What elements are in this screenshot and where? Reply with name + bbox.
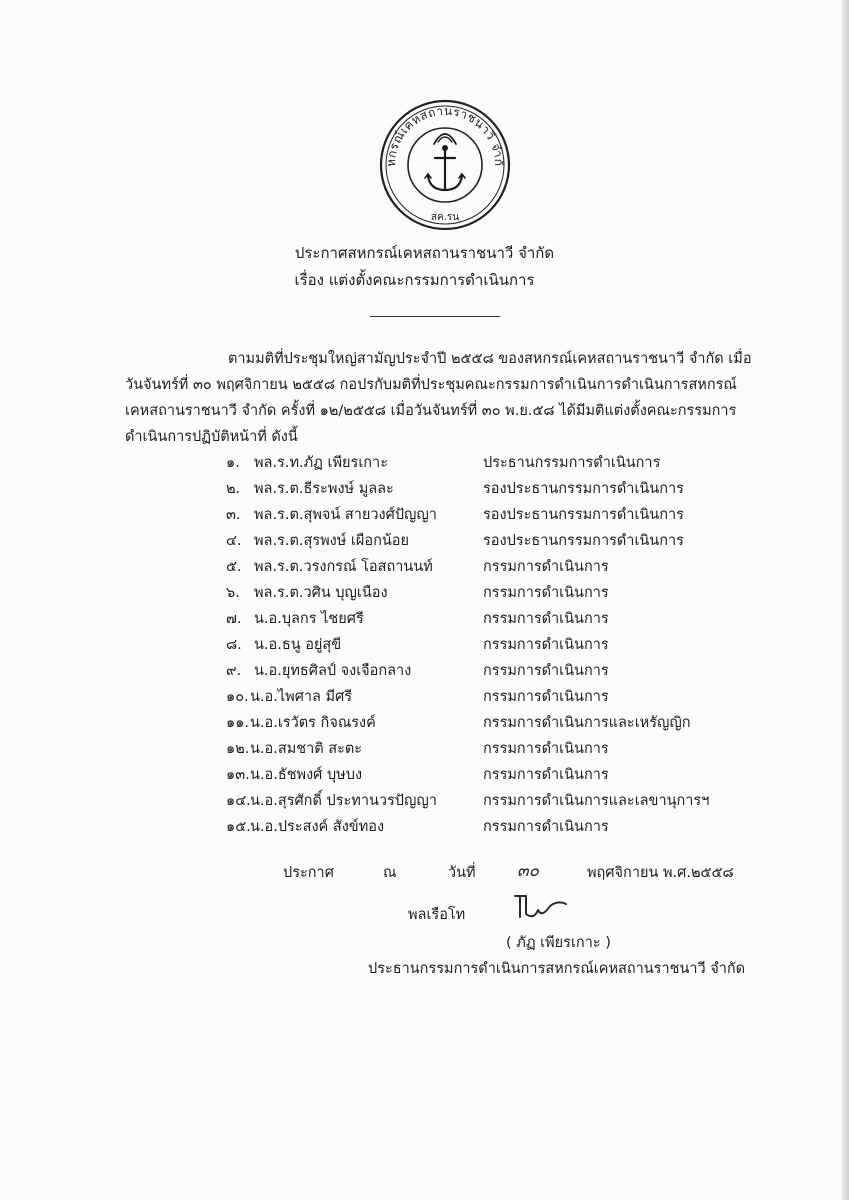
announcement-subject: เรื่อง แต่งตั้งคณะกรรมการดำเนินการ — [294, 271, 535, 289]
announcement-at: ณ — [383, 865, 397, 881]
cooperative-seal — [378, 98, 512, 232]
member-position: กรรมการดำเนินการ — [483, 585, 609, 601]
body-line-2: วันจันทร์ที่ ๓๐ พฤศจิกายน ๒๕๕๘ กอปรกับมติที่ประชุมคณะกรรมการดำเนินการดำเนินการสหกรณ์ — [125, 377, 737, 393]
page-edge — [842, 0, 849, 1200]
announcement-day: ๓๐ — [517, 861, 539, 881]
announcement-month-year: พฤศจิกายน พ.ศ.๒๕๕๘ — [587, 865, 734, 881]
member-position: กรรมการดำเนินการ — [483, 767, 609, 783]
seal-outer-text: หกรณ์เคหสถานราชนาวี จำกั — [383, 103, 507, 168]
signer-name: ( ภัฏ เพียรเกาะ ) — [506, 935, 611, 951]
member-position: กรรมการดำเนินการ — [483, 819, 609, 835]
member-position: รองประธานกรรมการดำเนินการ — [483, 533, 684, 549]
member-number: ๓. — [226, 507, 241, 523]
member-number: ๑๑. — [226, 715, 250, 731]
member-name: น.อ.เรวัตร กิจณรงค์ — [250, 715, 376, 731]
signer-position: ประธานกรรมการดำเนินการสหกรณ์เคหสถานราชนาวี จำกัด — [368, 961, 746, 977]
member-name: น.อ.บุลกร ไชยศรี — [254, 611, 364, 627]
member-number: ๑๔. — [226, 793, 251, 809]
announcement-label: ประกาศ — [283, 865, 334, 881]
member-name: พล.ร.ท.ภัฏ เพียรเกาะ — [254, 455, 388, 471]
member-name: พล.ร.ต.สุพจน์ สายวงศ์ปัญญา — [254, 507, 437, 523]
member-number: ๘. — [226, 637, 242, 653]
member-name: น.อ.ประสงค์ สังข์ทอง — [250, 819, 385, 835]
member-name: พล.ร.ต.วศิน บุญเนือง — [254, 585, 388, 601]
member-position: กรรมการดำเนินการ — [483, 741, 609, 757]
member-name: น.อ.ธนู อยู่สุขี — [254, 637, 342, 653]
member-name: น.อ.ยุทธศิลป์ จงเจือกลาง — [254, 663, 412, 679]
title-divider — [370, 316, 500, 317]
member-number: ๒. — [226, 481, 241, 497]
body-line-1: ตามมติที่ประชุมใหญ่สามัญประจำปี ๒๕๕๘ ของสหกรณ์เคหสถานราชนาวี จำกัด เมื่อ — [228, 351, 752, 367]
member-number: ๑๐. — [226, 689, 249, 705]
svg-text:สหกรณ์เคหสถานราชนาวี จำกัด — [378, 98, 506, 167]
member-number: ๙. — [226, 663, 242, 679]
member-number: ๑๒. — [226, 741, 250, 757]
seal-bottom-text: สค.รน — [430, 212, 460, 223]
member-number: ๗. — [226, 611, 242, 627]
body-line-4: ดำเนินการปฏิบัติหน้าที่ ดังนี้ — [125, 429, 298, 445]
announcement-day-label: วันที่ — [448, 865, 476, 881]
member-number: ๑. — [226, 455, 240, 471]
member-position: กรรมการดำเนินการ — [483, 689, 609, 705]
anchor-emblem-icon — [425, 134, 465, 190]
member-position: กรรมการดำเนินการและเหรัญญิก — [483, 715, 691, 731]
member-position: ประธานกรรมการดำเนินการ — [483, 455, 661, 471]
member-position: กรรมการดำเนินการ — [483, 663, 609, 679]
member-position: กรรมการดำเนินการ — [483, 637, 609, 653]
member-name: พล.ร.ต.สุรพงษ์ เผือกน้อย — [254, 533, 409, 549]
announcement-title: ประกาศสหกรณ์เคหสถานราชนาวี จำกัด — [294, 244, 555, 262]
member-name: น.อ.ธัชพงศ์ บุษบง — [250, 767, 363, 783]
member-name: น.อ.ไพศาล มีศรี — [250, 689, 353, 705]
member-name: น.อ.สมชาติ สะตะ — [250, 741, 363, 757]
body-line-3: เคหสถานราชนาวี จำกัด ครั้งที่ ๑๒/๒๕๕๘ เมื่อวันจันทร์ที่ ๓๐ พ.ย.๕๘ ได้มีมติแต่งตั้งคณะกรรมการ — [125, 403, 737, 419]
member-number: ๕. — [226, 559, 242, 575]
handwritten-signature — [512, 890, 572, 924]
member-position: กรรมการดำเนินการ — [483, 559, 609, 575]
member-name: พล.ร.ต.ธีระพงษ์ มูลละ — [254, 481, 394, 497]
member-position: กรรมการดำเนินการและเลขานุการฯ — [483, 793, 710, 809]
signer-rank: พลเรือโท — [408, 907, 466, 923]
member-number: ๖. — [226, 585, 240, 601]
member-number: ๑๕. — [226, 819, 251, 835]
member-number: ๔. — [226, 533, 242, 549]
member-name: น.อ.สุรศักดิ์ ประทานวรปัญญา — [250, 793, 437, 809]
member-position: กรรมการดำเนินการ — [483, 611, 609, 627]
member-position: รองประธานกรรมการดำเนินการ — [483, 507, 684, 523]
member-name: พล.ร.ต.วรงกรณ์ โอสถานนท์ — [254, 559, 433, 575]
member-position: รองประธานกรรมการดำเนินการ — [483, 481, 684, 497]
member-number: ๑๓. — [226, 767, 250, 783]
